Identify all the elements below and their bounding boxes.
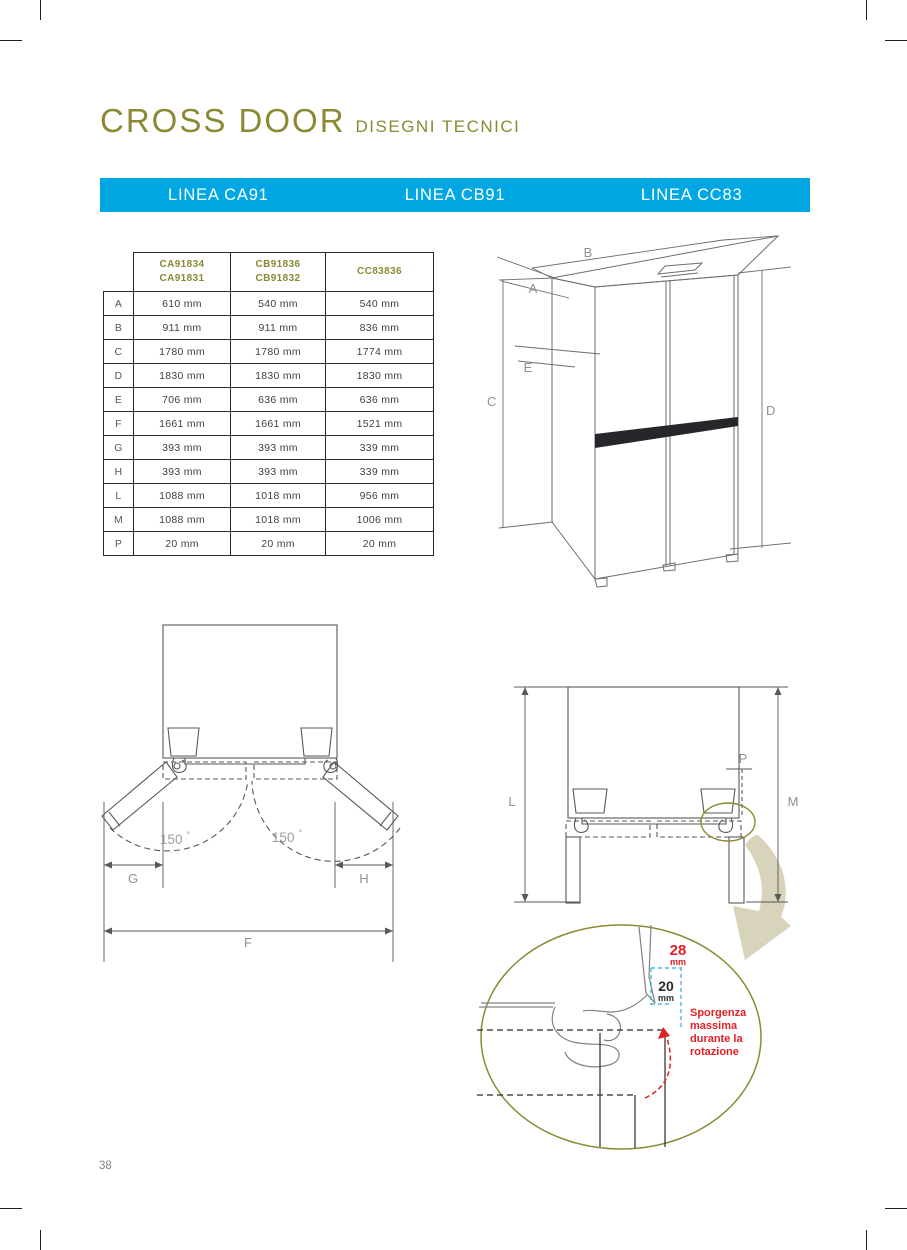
table-row: [104, 436, 434, 460]
protrusion-note: [690, 1007, 747, 1058]
hinge-bracket-left: [573, 789, 607, 813]
value-cell: 1661 mm: [134, 412, 231, 436]
plan90-dimension-lines: [514, 687, 788, 902]
model-code: CB91836: [255, 258, 301, 270]
note-line: massima: [690, 1020, 738, 1032]
model-code: CA91831: [159, 273, 205, 284]
hinge-detail-diagram: [465, 915, 785, 1165]
value-cell: 1830 mm: [231, 364, 326, 388]
angle-label-left: [160, 830, 191, 847]
angle-label-right: [272, 828, 303, 845]
value-cell: 1830 mm: [134, 364, 231, 388]
crop-mark-top-right-h: [885, 40, 907, 41]
dim-label-a: A: [528, 281, 538, 296]
arrowhead: [155, 862, 163, 869]
row-label: B: [104, 316, 134, 340]
hinge-bracket-left: [168, 728, 199, 756]
dim-20-value: 20: [658, 978, 674, 994]
table-row: [104, 412, 434, 436]
value-cell: 911 mm: [134, 316, 231, 340]
arrowhead: [104, 862, 112, 869]
value-cell: 1018 mm: [231, 508, 326, 532]
dim-ticks-M: [739, 687, 788, 902]
plan90-arrowheads: [522, 687, 782, 902]
crop-mark-bottom-left-h: [0, 1208, 22, 1209]
value-cell: 20 mm: [326, 532, 434, 556]
door-open-left: [102, 762, 177, 830]
door-closed-dashed-left: [566, 821, 650, 837]
column-header-cc83: [326, 253, 434, 292]
row-label: L: [104, 484, 134, 508]
dim-ticks-L: [514, 687, 580, 902]
value-cell: 393 mm: [231, 436, 326, 460]
dimension-table: [103, 252, 434, 556]
value-cell: 1780 mm: [231, 340, 326, 364]
front-frame: [582, 818, 726, 824]
dim-label-d: D: [766, 403, 776, 418]
value-cell: 20 mm: [134, 532, 231, 556]
door-closed-dashed-right: [657, 821, 741, 837]
hinge-bracket-right: [701, 789, 735, 813]
dim-label-h: H: [359, 871, 369, 886]
dim-label-m: M: [787, 794, 799, 809]
crop-mark-top-left-v: [40, 0, 41, 20]
note-line: durante la: [690, 1033, 743, 1045]
value-cell: 1780 mm: [134, 340, 231, 364]
row-label: C: [104, 340, 134, 364]
fridge-left-face: [552, 278, 595, 579]
model-code: CB91832: [255, 273, 301, 284]
degree-symbol: °: [186, 830, 191, 840]
value-cell: 393 mm: [134, 436, 231, 460]
row-label: A: [104, 292, 134, 316]
row-label: F: [104, 412, 134, 436]
value-cell: 706 mm: [134, 388, 231, 412]
value-cell: 636 mm: [326, 388, 434, 412]
dim-label-f: F: [244, 935, 252, 950]
title-subtitle: DISEGNI TECNICI: [355, 117, 521, 136]
crop-mark-top-left-h: [0, 40, 22, 41]
value-cell: 339 mm: [326, 460, 434, 484]
dim-label-p: P: [738, 751, 748, 766]
table-row: [104, 292, 434, 316]
table-corner-cell: [104, 253, 134, 292]
table-row: [104, 364, 434, 388]
dim-28-value: 28: [669, 942, 687, 959]
value-cell: 20 mm: [231, 532, 326, 556]
arrowhead: [104, 928, 112, 935]
crop-mark-bottom-right-v: [866, 1230, 867, 1250]
angle-value: 150: [271, 830, 295, 845]
note-line: rotazione: [690, 1046, 739, 1058]
dim-28-unit: mm: [669, 957, 687, 967]
value-cell: 1088 mm: [134, 508, 231, 532]
value-cell: 1018 mm: [231, 484, 326, 508]
crop-mark-bottom-right-h: [885, 1208, 907, 1209]
isometric-fridge-diagram: [485, 230, 825, 600]
value-cell: 393 mm: [231, 460, 326, 484]
dim-label-g: G: [127, 871, 139, 886]
degree-symbol: °: [298, 828, 303, 838]
arrowhead: [522, 894, 529, 902]
door-end-cap-left: [109, 812, 120, 826]
row-label: H: [104, 460, 134, 484]
value-cell: 540 mm: [231, 292, 326, 316]
row-label: P: [104, 532, 134, 556]
value-cell: 610 mm: [134, 292, 231, 316]
table-row: [104, 532, 434, 556]
product-line-banner: [100, 178, 810, 212]
value-cell: 1006 mm: [326, 508, 434, 532]
arrowhead: [775, 687, 782, 695]
table-row: [104, 484, 434, 508]
row-label: M: [104, 508, 134, 532]
fridge-top-face: [552, 236, 778, 287]
value-cell: 1521 mm: [326, 412, 434, 436]
arrowhead: [385, 862, 393, 869]
cabinet-body: [568, 687, 739, 818]
dim-20-unit: mm: [657, 993, 675, 1003]
model-code: CA91834: [159, 258, 205, 270]
banner-linea-cb91: LINEA CB91: [404, 185, 506, 204]
cabinet-body: [163, 625, 337, 758]
dim-label-c: C: [487, 394, 497, 409]
crop-mark-top-right-v: [866, 0, 867, 20]
model-code: CC83836: [356, 265, 403, 277]
fridge-foot: [595, 578, 607, 587]
cabinet-top-view-90: [566, 687, 752, 903]
fridge-outline: [552, 236, 778, 587]
arrowhead: [385, 928, 393, 935]
arrowhead: [775, 894, 782, 902]
table-row: [104, 316, 434, 340]
column-header-cb91: [231, 253, 326, 292]
table-header-row: [104, 253, 434, 292]
front-frame: [185, 758, 305, 764]
value-cell: 393 mm: [134, 460, 231, 484]
row-label: D: [104, 364, 134, 388]
page-number: 38: [99, 1160, 112, 1172]
row-label: E: [104, 388, 134, 412]
angle-value: 150: [159, 832, 183, 847]
door-open-right: [729, 837, 744, 903]
hinge-highlight-circle: [701, 803, 755, 841]
table-row: [104, 508, 434, 532]
plan150-arrowheads: [104, 862, 393, 935]
value-cell: 956 mm: [326, 484, 434, 508]
table-row: [104, 460, 434, 484]
banner-linea-cc83: LINEA CC83: [640, 185, 743, 204]
row-label: G: [104, 436, 134, 460]
arrowhead: [335, 862, 343, 869]
value-cell: 1830 mm: [326, 364, 434, 388]
door-end-cap-right: [380, 812, 391, 826]
dim-label-b: B: [583, 245, 593, 260]
value-cell: 636 mm: [231, 388, 326, 412]
value-cell: 1774 mm: [326, 340, 434, 364]
title-main: CROSS DOOR: [100, 102, 346, 139]
plan-view-90deg-diagram: [490, 660, 830, 950]
table-row: [104, 340, 434, 364]
value-cell: 836 mm: [326, 316, 434, 340]
top-control-panel-edge: [661, 273, 698, 277]
banner-linea-ca91: LINEA CA91: [168, 185, 269, 204]
swing-arc-right: [252, 781, 400, 861]
crop-mark-bottom-left-v: [40, 1230, 41, 1250]
value-cell: 1661 mm: [231, 412, 326, 436]
hinge-pin-left: [174, 763, 180, 769]
column-header-ca91: [134, 253, 231, 292]
note-line: Sporgenza: [690, 1007, 747, 1019]
plan-view-150deg-diagram: [90, 610, 420, 970]
dim-ticks-C: [499, 278, 553, 528]
arrowhead: [522, 687, 529, 695]
page-title: [100, 102, 520, 140]
dim-label-e: E: [523, 360, 533, 375]
value-cell: 911 mm: [231, 316, 326, 340]
dim-label-l: L: [508, 794, 516, 809]
hinge-hook-left: [574, 818, 588, 832]
dim-ticks-D: [730, 267, 791, 549]
value-cell: 339 mm: [326, 436, 434, 460]
hinge-bracket-right: [301, 728, 332, 756]
value-cell: 540 mm: [326, 292, 434, 316]
top-control-panel: [658, 263, 702, 274]
cabinet-top-view: [102, 625, 400, 861]
value-cell: 1088 mm: [134, 484, 231, 508]
table-row: [104, 388, 434, 412]
door-open-left: [566, 837, 580, 903]
